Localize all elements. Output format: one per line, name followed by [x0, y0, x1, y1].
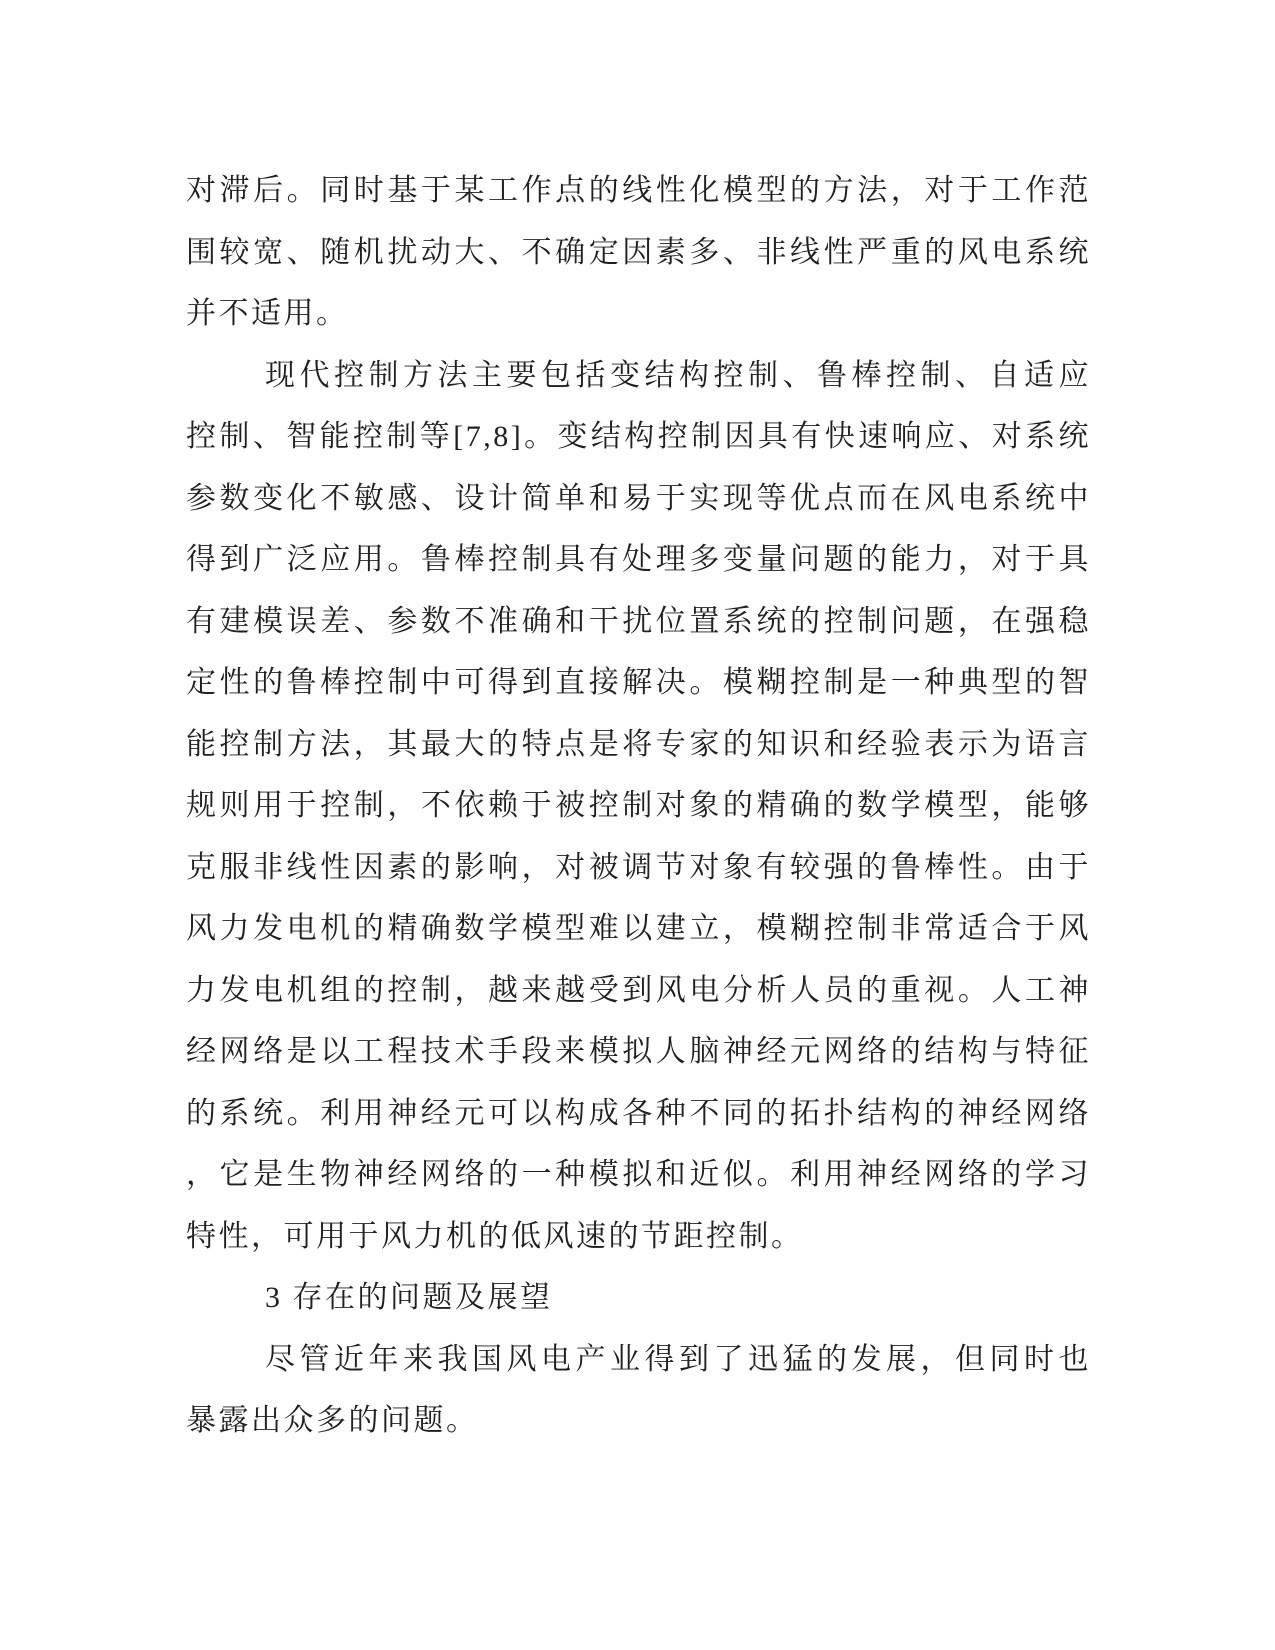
text-line-13: 风力发电机的精确数学模型难以建立，模糊控制非常适合于风 — [186, 912, 1091, 945]
document-body — [186, 160, 1091, 1452]
text-line-15: 经网络是以工程技术手段来模拟人脑神经元网络的结构与特征 — [186, 1035, 1091, 1068]
text-line-17: ，它是生物神经网络的一种模拟和近似。利用神经网络的学习 — [186, 1158, 1091, 1191]
text-line-20: 尽管近年来我国风电产业得到了迅猛的发展，但同时也 — [265, 1342, 1091, 1376]
text-line-8: 有建模误差、参数不准确和干扰位置系统的控制问题，在强稳 — [186, 604, 1091, 638]
text-line-4: 现代控制方法主要包括变结构控制、鲁棒控制、自适应 — [265, 358, 1091, 392]
text-line-12: 克服非线性因素的影响，对被调节对象有较强的鲁棒性。由于 — [186, 850, 1091, 884]
text-line-7: 得到广泛应用。鲁棒控制具有处理多变量问题的能力，对于具 — [186, 543, 1091, 576]
text-line-18: 特性，可用于风力机的低风速的节距控制。 — [186, 1219, 804, 1253]
text-line-1: 对滞后。同时基于某工作点的线性化模型的方法，对于工作范 — [186, 174, 1091, 207]
text-line-14: 力发电机组的控制，越来越受到风电分析人员的重视。人工神 — [186, 973, 1091, 1007]
text-line-6: 参数变化不敏感、设计简单和易于实现等优点而在风电系统中 — [186, 481, 1091, 515]
text-line-10: 能控制方法，其最大的特点是将专家的知识和经验表示为语言 — [186, 727, 1091, 761]
text-line-11: 规则用于控制，不依赖于被控制对象的精确的数学模型，能够 — [186, 789, 1091, 822]
section-heading: 3 存在的问题及展望 — [265, 1281, 553, 1314]
text-line-9: 定性的鲁棒控制中可得到直接解决。模糊控制是一种典型的智 — [186, 666, 1091, 699]
text-line-2: 围较宽、随机扰动大、不确定因素多、非线性严重的风电系统 — [186, 235, 1091, 269]
text-line-5: 控制、智能控制等[7,8]。变结构控制因具有快速响应、对系统 — [186, 420, 1091, 453]
text-line-21: 暴露出众多的问题。 — [186, 1404, 479, 1437]
text-line-3: 并不适用。 — [186, 297, 349, 330]
text-line-16: 的系统。利用神经元可以构成各种不同的拓扑结构的神经网络 — [186, 1096, 1091, 1130]
